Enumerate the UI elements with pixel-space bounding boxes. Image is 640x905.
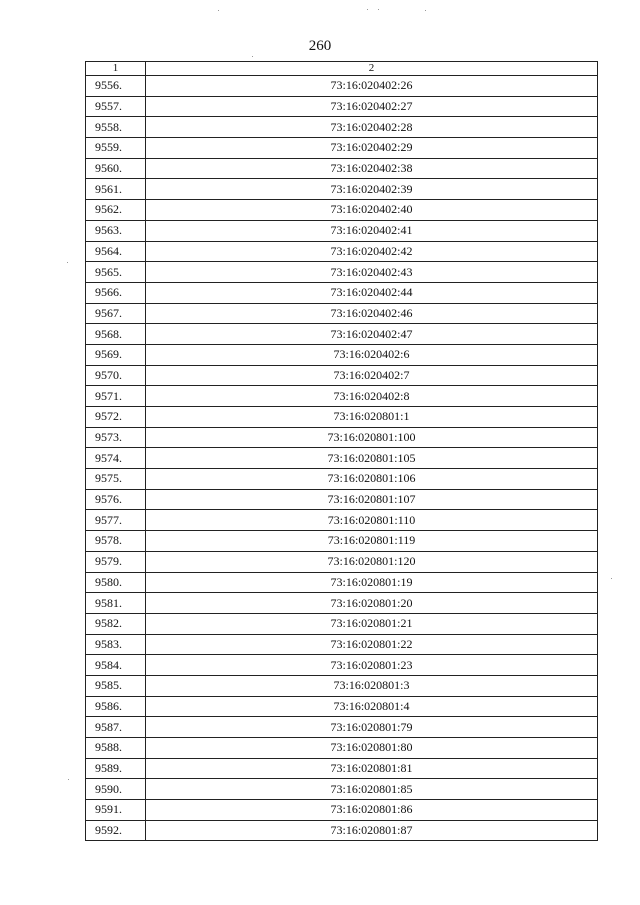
row-number-cell: 9560. xyxy=(86,158,146,179)
table-row xyxy=(86,551,598,572)
row-number-cell: 9577. xyxy=(86,510,146,531)
cadastral-number-cell: 73:16:020801:85 xyxy=(146,779,598,800)
row-number-cell: 9592. xyxy=(86,820,146,841)
table-row xyxy=(86,158,598,179)
row-number-cell: 9557. xyxy=(86,96,146,117)
cadastral-number-cell: 73:16:020402:7 xyxy=(146,365,598,386)
row-number-cell: 9574. xyxy=(86,448,146,469)
row-number-cell: 9573. xyxy=(86,427,146,448)
row-number-cell: 9563. xyxy=(86,220,146,241)
table-row xyxy=(86,572,598,593)
row-number-cell: 9583. xyxy=(86,634,146,655)
table-row xyxy=(86,179,598,200)
scan-speck xyxy=(68,779,69,780)
table-row xyxy=(86,96,598,117)
cadastral-number-cell: 73:16:020801:120 xyxy=(146,551,598,572)
row-number-cell: 9579. xyxy=(86,551,146,572)
row-number-cell: 9580. xyxy=(86,572,146,593)
cadastral-number-cell: 73:16:020402:42 xyxy=(146,241,598,262)
cadastral-number-cell: 73:16:020801:4 xyxy=(146,696,598,717)
row-number-cell: 9586. xyxy=(86,696,146,717)
table-row xyxy=(86,469,598,490)
cadastral-number-cell: 73:16:020402:47 xyxy=(146,324,598,345)
scan-speck xyxy=(378,9,379,10)
column-header-2: 2 xyxy=(146,62,598,76)
table-row xyxy=(86,675,598,696)
cadastral-number-cell: 73:16:020402:38 xyxy=(146,158,598,179)
table-row xyxy=(86,324,598,345)
table-row xyxy=(86,365,598,386)
row-number-cell: 9567. xyxy=(86,303,146,324)
table-row xyxy=(86,220,598,241)
cadastral-number-cell: 73:16:020402:8 xyxy=(146,386,598,407)
row-number-cell: 9564. xyxy=(86,241,146,262)
table-row xyxy=(86,531,598,552)
row-number-cell: 9558. xyxy=(86,117,146,138)
row-number-cell: 9570. xyxy=(86,365,146,386)
row-number-cell: 9576. xyxy=(86,489,146,510)
row-number-cell: 9562. xyxy=(86,200,146,221)
cadastral-number-cell: 73:16:020402:46 xyxy=(146,303,598,324)
cadastral-number-cell: 73:16:020801:3 xyxy=(146,675,598,696)
cadastral-number-cell: 73:16:020402:28 xyxy=(146,117,598,138)
cadastral-number-cell: 73:16:020801:110 xyxy=(146,510,598,531)
scan-speck xyxy=(367,9,368,10)
cadastral-table xyxy=(85,61,598,841)
cadastral-number-cell: 73:16:020801:119 xyxy=(146,531,598,552)
row-number-cell: 9556. xyxy=(86,76,146,97)
scan-speck xyxy=(425,10,426,11)
table-row xyxy=(86,738,598,759)
scan-speck xyxy=(218,10,219,11)
row-number-cell: 9569. xyxy=(86,344,146,365)
table-row xyxy=(86,76,598,97)
table-row xyxy=(86,717,598,738)
cadastral-number-cell: 73:16:020801:81 xyxy=(146,758,598,779)
row-number-cell: 9591. xyxy=(86,800,146,821)
table-row xyxy=(86,344,598,365)
cadastral-number-cell: 73:16:020801:105 xyxy=(146,448,598,469)
table-body xyxy=(86,76,598,841)
table-row xyxy=(86,634,598,655)
row-number-cell: 9590. xyxy=(86,779,146,800)
cadastral-number-cell: 73:16:020402:27 xyxy=(146,96,598,117)
table-row xyxy=(86,489,598,510)
cadastral-number-cell: 73:16:020801:86 xyxy=(146,800,598,821)
row-number-cell: 9578. xyxy=(86,531,146,552)
cadastral-number-cell: 73:16:020402:29 xyxy=(146,138,598,159)
header-row xyxy=(86,62,598,76)
cadastral-number-cell: 73:16:020402:6 xyxy=(146,344,598,365)
cadastral-number-cell: 73:16:020402:43 xyxy=(146,262,598,283)
table-row xyxy=(86,262,598,283)
row-number-cell: 9582. xyxy=(86,613,146,634)
cadastral-number-cell: 73:16:020402:41 xyxy=(146,220,598,241)
cadastral-number-cell: 73:16:020801:23 xyxy=(146,655,598,676)
table-row xyxy=(86,758,598,779)
table-row xyxy=(86,593,598,614)
cadastral-number-cell: 73:16:020801:21 xyxy=(146,613,598,634)
row-number-cell: 9571. xyxy=(86,386,146,407)
table-row xyxy=(86,800,598,821)
row-number-cell: 9575. xyxy=(86,469,146,490)
row-number-cell: 9588. xyxy=(86,738,146,759)
row-number-cell: 9559. xyxy=(86,138,146,159)
scan-speck xyxy=(611,578,612,579)
row-number-cell: 9566. xyxy=(86,282,146,303)
table-row xyxy=(86,386,598,407)
table-row xyxy=(86,448,598,469)
row-number-cell: 9589. xyxy=(86,758,146,779)
table-row xyxy=(86,241,598,262)
table-row xyxy=(86,138,598,159)
table-row xyxy=(86,200,598,221)
table-row xyxy=(86,407,598,428)
scan-speck xyxy=(252,56,253,57)
cadastral-number-cell: 73:16:020402:39 xyxy=(146,179,598,200)
table-row xyxy=(86,427,598,448)
cadastral-number-cell: 73:16:020402:40 xyxy=(146,200,598,221)
row-number-cell: 9581. xyxy=(86,593,146,614)
cadastral-number-cell: 73:16:020801:106 xyxy=(146,469,598,490)
cadastral-number-cell: 73:16:020402:26 xyxy=(146,76,598,97)
row-number-cell: 9587. xyxy=(86,717,146,738)
cadastral-number-cell: 73:16:020801:107 xyxy=(146,489,598,510)
row-number-cell: 9561. xyxy=(86,179,146,200)
column-header-1: 1 xyxy=(86,62,146,76)
cadastral-number-cell: 73:16:020801:87 xyxy=(146,820,598,841)
cadastral-number-cell: 73:16:020801:19 xyxy=(146,572,598,593)
table-row xyxy=(86,779,598,800)
row-number-cell: 9584. xyxy=(86,655,146,676)
table-row xyxy=(86,820,598,841)
row-number-cell: 9585. xyxy=(86,675,146,696)
row-number-cell: 9568. xyxy=(86,324,146,345)
page-number: 260 xyxy=(308,38,332,54)
cadastral-number-cell: 73:16:020801:80 xyxy=(146,738,598,759)
cadastral-number-cell: 73:16:020801:1 xyxy=(146,407,598,428)
row-number-cell: 9565. xyxy=(86,262,146,283)
table-row xyxy=(86,613,598,634)
cadastral-number-cell: 73:16:020801:22 xyxy=(146,634,598,655)
scan-speck xyxy=(67,262,68,263)
row-number-cell: 9572. xyxy=(86,407,146,428)
table-row xyxy=(86,303,598,324)
table-row xyxy=(86,282,598,303)
table-header xyxy=(86,62,598,76)
cadastral-number-cell: 73:16:020402:44 xyxy=(146,282,598,303)
table-row xyxy=(86,696,598,717)
table-row xyxy=(86,117,598,138)
cadastral-number-cell: 73:16:020801:79 xyxy=(146,717,598,738)
table-row xyxy=(86,655,598,676)
table-row xyxy=(86,510,598,531)
cadastral-number-cell: 73:16:020801:100 xyxy=(146,427,598,448)
cadastral-number-cell: 73:16:020801:20 xyxy=(146,593,598,614)
